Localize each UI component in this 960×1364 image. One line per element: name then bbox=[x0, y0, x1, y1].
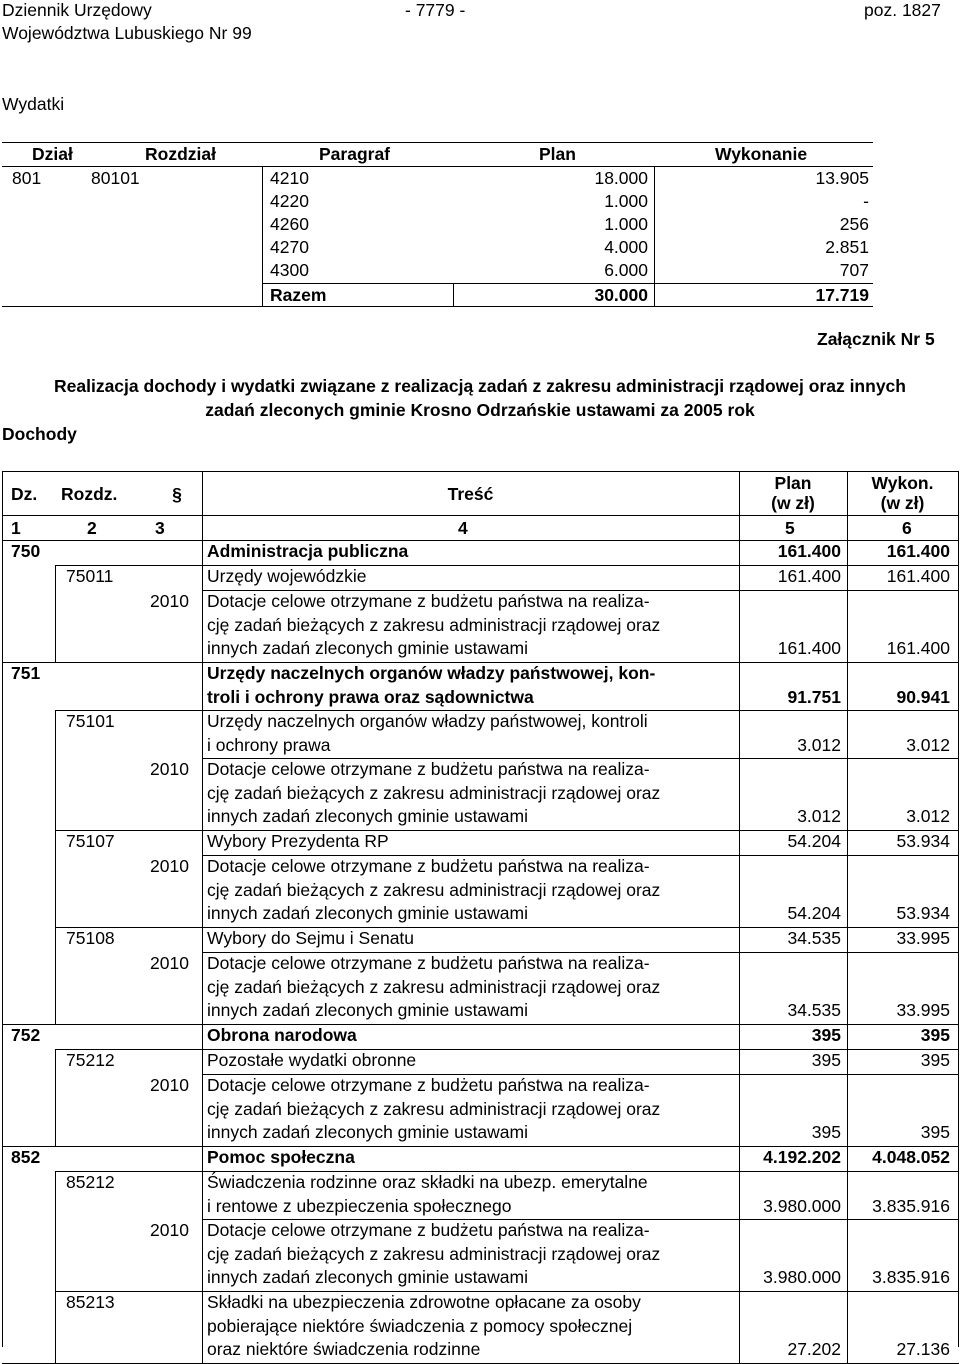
row-description: Dotacje celowe otrzymane z budżetu państwa na realiza- bbox=[207, 1220, 650, 1240]
col-header-wykon: Wykon. bbox=[871, 473, 934, 493]
annex-label: Załącznik Nr 5 bbox=[817, 329, 935, 349]
row-wykon: 27.136 bbox=[896, 1339, 950, 1360]
column-divider bbox=[739, 1219, 740, 1291]
row-description: Wybory do Sejmu i Senatu bbox=[207, 928, 415, 948]
row-plan: 4.192.202 bbox=[763, 1147, 841, 1167]
column-divider bbox=[847, 927, 848, 952]
row-description: Urzędy naczelnych organów władzy państwowej, kon- bbox=[207, 663, 656, 683]
total-plan: 30.000 bbox=[594, 285, 648, 305]
row-description: Dotacje celowe otrzymane z budżetu państwa na realiza- bbox=[207, 953, 650, 973]
row-wykon: 53.934 bbox=[896, 831, 950, 851]
expenditure-plan: 18.000 bbox=[594, 168, 648, 188]
column-number: 3 bbox=[155, 518, 165, 538]
row-description: Dotacje celowe otrzymane z budżetu państwa na realiza- bbox=[207, 759, 650, 779]
row-wykon: 395 bbox=[920, 1122, 950, 1143]
row-plan: 3.012 bbox=[797, 734, 841, 755]
col-header-tresc: Treść bbox=[447, 484, 494, 504]
column-divider bbox=[847, 590, 848, 662]
row-paragraf: 2010 bbox=[150, 856, 189, 876]
row-dzial: 751 bbox=[11, 663, 41, 683]
column-divider bbox=[847, 1049, 848, 1074]
column-divider bbox=[202, 565, 203, 590]
expenditure-plan: 1.000 bbox=[604, 214, 648, 234]
col-header-wykon-unit: (w zł) bbox=[880, 493, 925, 513]
column-divider bbox=[847, 1291, 848, 1363]
column-divider bbox=[202, 1024, 203, 1049]
column-divider bbox=[847, 662, 848, 710]
page-number: - 7779 - bbox=[405, 0, 466, 20]
column-divider bbox=[847, 1074, 848, 1146]
column-divider bbox=[847, 1146, 848, 1171]
column-divider bbox=[739, 952, 740, 1024]
column-divider bbox=[202, 540, 203, 565]
row-divider bbox=[2, 471, 959, 472]
row-wykon: 3.835.916 bbox=[872, 1195, 950, 1216]
column-divider bbox=[2, 471, 3, 1347]
column-divider bbox=[202, 1146, 203, 1171]
position-number: poz. 1827 bbox=[864, 0, 941, 20]
row-wykon: 161.400 bbox=[886, 638, 950, 659]
column-divider bbox=[739, 471, 740, 540]
row-wykon: 395 bbox=[920, 1025, 950, 1045]
row-rozdzial: 85212 bbox=[66, 1172, 115, 1192]
expenditure-plan: 1.000 bbox=[604, 191, 648, 211]
column-divider bbox=[739, 1074, 740, 1146]
column-divider bbox=[739, 565, 740, 590]
column-divider bbox=[739, 1291, 740, 1363]
row-description: innych zadań zleconych gminie ustawami bbox=[207, 1000, 528, 1021]
row-description: Urzędy naczelnych organów władzy państwowej, kontroli bbox=[207, 711, 648, 731]
column-divider bbox=[202, 1219, 203, 1291]
expenditure-plan: 6.000 bbox=[604, 260, 648, 280]
expenditure-wykonanie: 2.851 bbox=[825, 237, 869, 257]
column-number: 4 bbox=[458, 518, 468, 538]
row-dzial: 750 bbox=[11, 541, 41, 561]
column-divider bbox=[739, 758, 740, 830]
column-number: 6 bbox=[902, 518, 912, 538]
expenditure-wykonanie: 13.905 bbox=[815, 168, 869, 188]
row-description: innych zadań zleconych gminie ustawami bbox=[207, 1267, 528, 1288]
column-divider bbox=[739, 1171, 740, 1219]
row-wykon: 3.835.916 bbox=[872, 1267, 950, 1288]
column-divider bbox=[55, 1049, 56, 1074]
column-divider bbox=[739, 1049, 740, 1074]
row-description: Administracja publiczna bbox=[207, 541, 409, 561]
expenditure-paragraf: 4300 bbox=[270, 260, 309, 280]
column-divider bbox=[202, 710, 203, 758]
total-wykonanie: 17.719 bbox=[815, 285, 869, 305]
section-label: Dochody bbox=[2, 424, 77, 444]
column-divider bbox=[55, 1291, 56, 1363]
column-divider bbox=[847, 710, 848, 758]
column-divider bbox=[847, 952, 848, 1024]
column-divider bbox=[55, 927, 56, 952]
row-description: cję zadań bieżących z zakresu administracji rządowej oraz bbox=[207, 614, 661, 635]
column-divider bbox=[847, 758, 848, 830]
row-description: innych zadań zleconych gminie ustawami bbox=[207, 638, 528, 659]
row-wykon: 4.048.052 bbox=[872, 1147, 950, 1167]
column-divider bbox=[739, 855, 740, 927]
column-divider bbox=[55, 855, 56, 927]
row-wykon: 33.995 bbox=[896, 1000, 950, 1021]
row-rozdzial: 75101 bbox=[66, 711, 115, 731]
row-plan: 3.980.000 bbox=[763, 1195, 841, 1216]
row-description: Świadczenia rodzinne oraz składki na ubezp. emerytalne bbox=[207, 1172, 648, 1192]
col-header-rozdzial: Rozdział bbox=[145, 144, 216, 164]
col-header-plan: Plan bbox=[774, 473, 812, 493]
row-paragraf: 2010 bbox=[150, 591, 189, 611]
annex-title-line2: zadań zleconych gminie Krosno Odrzańskie ustawami za 2005 rok bbox=[205, 400, 755, 420]
column-divider bbox=[847, 1024, 848, 1049]
row-description: Pomoc społeczna bbox=[207, 1147, 355, 1167]
col-header-paragraf: § bbox=[172, 484, 182, 504]
row-description: cję zadań bieżących z zakresu administracji rządowej oraz bbox=[207, 1243, 661, 1264]
column-divider bbox=[847, 565, 848, 590]
column-divider bbox=[55, 952, 56, 1024]
column-divider bbox=[55, 830, 56, 855]
row-description: innych zadań zleconych gminie ustawami bbox=[207, 1122, 528, 1143]
row-wykon: 3.012 bbox=[906, 806, 950, 827]
row-plan: 395 bbox=[811, 1025, 841, 1045]
row-paragraf: 2010 bbox=[150, 1075, 189, 1095]
column-divider bbox=[847, 855, 848, 927]
row-divider bbox=[2, 515, 959, 516]
row-plan: 161.400 bbox=[777, 566, 841, 586]
row-description: cję zadań bieżących z zakresu administracji rządowej oraz bbox=[207, 976, 661, 997]
column-divider bbox=[739, 927, 740, 952]
expenditure-paragraf: 4270 bbox=[270, 237, 309, 257]
column-divider bbox=[202, 927, 203, 952]
row-plan: 3.012 bbox=[797, 806, 841, 827]
row-description: Dotacje celowe otrzymane z budżetu państwa na realiza- bbox=[207, 591, 650, 611]
expenditure-paragraf: 4210 bbox=[270, 168, 309, 188]
row-paragraf: 2010 bbox=[150, 759, 189, 779]
column-divider bbox=[202, 855, 203, 927]
column-number: 1 bbox=[11, 518, 21, 538]
column-divider bbox=[55, 758, 56, 830]
row-plan: 54.204 bbox=[787, 903, 841, 924]
column-divider bbox=[202, 1049, 203, 1074]
column-divider bbox=[55, 565, 56, 590]
row-wykon: 90.941 bbox=[896, 686, 950, 707]
expenditure-table bbox=[2, 142, 873, 306]
row-wykon: 161.400 bbox=[886, 566, 950, 586]
column-divider bbox=[202, 471, 203, 540]
col-header-dzial: Dział bbox=[32, 144, 73, 164]
row-description: innych zadań zleconych gminie ustawami bbox=[207, 806, 528, 827]
col-header-wykonanie: Wykonanie bbox=[715, 144, 808, 164]
row-rozdzial: 75212 bbox=[66, 1050, 115, 1070]
column-divider bbox=[202, 1171, 203, 1219]
column-divider bbox=[958, 471, 959, 1347]
column-divider bbox=[847, 471, 848, 540]
expenditure-rozdzial: 80101 bbox=[91, 168, 140, 188]
row-plan: 91.751 bbox=[787, 686, 841, 707]
expenditure-paragraf: 4220 bbox=[270, 191, 309, 211]
journal-subtitle: Województwa Lubuskiego Nr 99 bbox=[2, 23, 252, 43]
expenditure-wykonanie: - bbox=[863, 191, 869, 211]
column-divider bbox=[55, 710, 56, 758]
row-paragraf: 2010 bbox=[150, 953, 189, 973]
income-table bbox=[2, 471, 959, 1360]
row-description: cję zadań bieżących z zakresu administracji rządowej oraz bbox=[207, 879, 661, 900]
row-description: Dotacje celowe otrzymane z budżetu państwa na realiza- bbox=[207, 1075, 650, 1095]
row-description: Składki na ubezpieczenia zdrowotne opłacane za osoby bbox=[207, 1292, 641, 1312]
expenditure-title: Wydatki bbox=[2, 94, 65, 114]
column-divider bbox=[847, 830, 848, 855]
column-divider bbox=[739, 710, 740, 758]
row-description: Urzędy wojewódzkie bbox=[207, 566, 367, 586]
row-wykon: 161.400 bbox=[886, 541, 950, 561]
expenditure-wykonanie: 707 bbox=[839, 260, 869, 280]
expenditure-wykonanie: 256 bbox=[839, 214, 869, 234]
row-dzial: 752 bbox=[11, 1025, 41, 1045]
row-plan: 395 bbox=[811, 1050, 841, 1070]
column-divider bbox=[202, 590, 203, 662]
row-plan: 3.980.000 bbox=[763, 1267, 841, 1288]
row-rozdzial: 75108 bbox=[66, 928, 115, 948]
row-description: cję zadań bieżących z zakresu administracji rządowej oraz bbox=[207, 782, 661, 803]
column-divider bbox=[847, 1219, 848, 1291]
expenditure-plan: 4.000 bbox=[604, 237, 648, 257]
expenditure-dzial: 801 bbox=[12, 168, 42, 188]
row-description: i rentowe z ubezpieczenia społecznego bbox=[207, 1195, 512, 1216]
column-divider bbox=[55, 1074, 56, 1146]
row-plan: 161.400 bbox=[777, 541, 841, 561]
row-plan: 34.535 bbox=[787, 1000, 841, 1021]
column-divider bbox=[202, 662, 203, 710]
col-header-paragraf: Paragraf bbox=[319, 144, 391, 164]
row-dzial: 852 bbox=[11, 1147, 41, 1167]
total-label: Razem bbox=[270, 285, 327, 305]
row-rozdzial: 75107 bbox=[66, 831, 115, 851]
journal-title: Dziennik Urzędowy bbox=[2, 0, 152, 20]
row-wykon: 53.934 bbox=[896, 903, 950, 924]
col-header-plan: Plan bbox=[539, 144, 576, 164]
row-description: i ochrony prawa bbox=[207, 734, 331, 755]
row-description: innych zadań zleconych gminie ustawami bbox=[207, 903, 528, 924]
column-divider bbox=[202, 830, 203, 855]
column-divider bbox=[739, 662, 740, 710]
row-description: troli i ochrony prawa oraz sądownictwa bbox=[207, 686, 534, 707]
column-divider bbox=[847, 1171, 848, 1219]
expenditure-paragraf: 4260 bbox=[270, 214, 309, 234]
column-number: 5 bbox=[785, 518, 795, 538]
row-description: Dotacje celowe otrzymane z budżetu państwa na realiza- bbox=[207, 856, 650, 876]
row-plan: 54.204 bbox=[787, 831, 841, 851]
column-divider bbox=[847, 540, 848, 565]
col-header-rozdz: Rozdz. bbox=[61, 484, 118, 504]
column-divider bbox=[739, 830, 740, 855]
row-description: cję zadań bieżących z zakresu administracji rządowej oraz bbox=[207, 1098, 661, 1119]
row-rozdzial: 75011 bbox=[66, 566, 114, 586]
row-paragraf: 2010 bbox=[150, 1220, 189, 1240]
column-divider bbox=[55, 1219, 56, 1291]
column-number: 2 bbox=[87, 518, 97, 538]
column-divider bbox=[739, 540, 740, 565]
column-divider bbox=[202, 1291, 203, 1363]
column-divider bbox=[739, 590, 740, 662]
row-rozdzial: 85213 bbox=[66, 1292, 115, 1312]
row-wykon: 3.012 bbox=[906, 734, 950, 755]
row-plan: 161.400 bbox=[777, 638, 841, 659]
column-divider bbox=[55, 590, 56, 662]
row-plan: 395 bbox=[811, 1122, 841, 1143]
column-divider bbox=[55, 1171, 56, 1219]
column-divider bbox=[202, 758, 203, 830]
column-divider bbox=[202, 952, 203, 1024]
column-divider bbox=[202, 1074, 203, 1146]
row-description: Wybory Prezydenta RP bbox=[207, 831, 389, 851]
row-plan: 27.202 bbox=[787, 1339, 841, 1360]
row-description: Pozostałe wydatki obronne bbox=[207, 1050, 417, 1070]
row-description: oraz niektóre świadczenia rodzinne bbox=[207, 1339, 481, 1360]
row-description: pobierające niektóre świadczenia z pomocy społecznej bbox=[207, 1315, 633, 1336]
row-wykon: 33.995 bbox=[896, 928, 950, 948]
column-divider bbox=[739, 1024, 740, 1049]
annex-title-line1: Realizacja dochody i wydatki związane z realizacją zadań z zakresu administracji rządowej oraz innych bbox=[54, 376, 906, 396]
row-plan: 34.535 bbox=[787, 928, 841, 948]
row-wykon: 395 bbox=[920, 1050, 950, 1070]
row-description: Obrona narodowa bbox=[207, 1025, 357, 1045]
col-header-dz: Dz. bbox=[11, 484, 38, 504]
column-divider bbox=[739, 1146, 740, 1171]
col-header-plan-unit: (w zł) bbox=[771, 493, 815, 513]
